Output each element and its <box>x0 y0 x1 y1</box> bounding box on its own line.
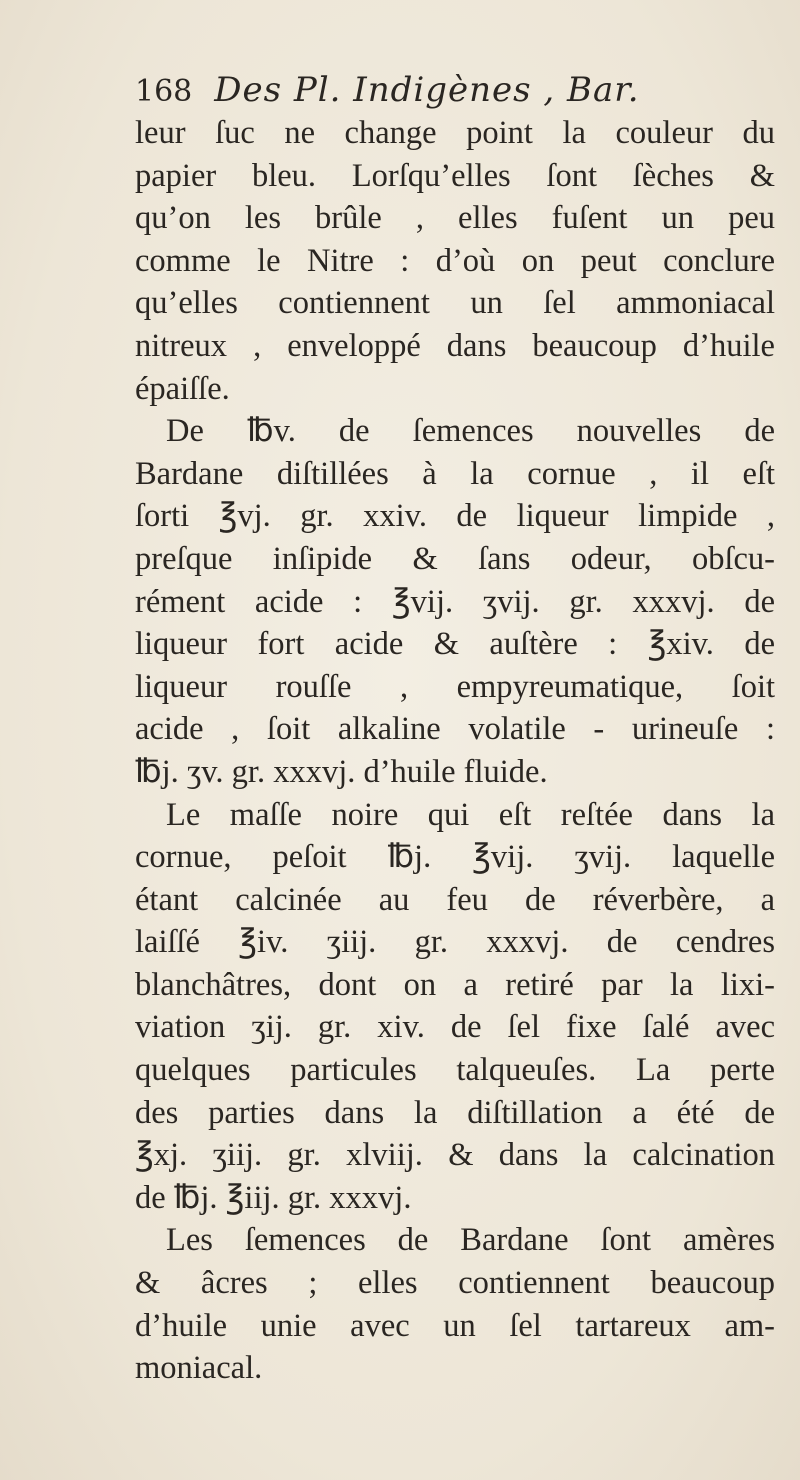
text-line: étant calcinée au feu de réverbère, a <box>135 881 775 918</box>
text-line: cornue, peſoit ℔j. ℥vij. ʒvij. laquelle <box>135 839 775 876</box>
text-line: preſque inſipide & ſans odeur, obſcu- <box>135 540 775 577</box>
text-line: moniacal. <box>135 1350 263 1387</box>
paragraph-first-line: Le maſſe noire qui eſt reſtée dans la <box>166 796 775 833</box>
text-line: ℥xj. ʒiij. gr. xlviij. & dans la calcination <box>135 1137 775 1174</box>
text-line: Bardane diſtillées à la cornue , il eſt <box>135 455 775 492</box>
text-line: rément acide : ℥vij. ʒvij. gr. xxxvj. de <box>135 583 775 620</box>
text-line: papier bleu. Lorſqu’elles ſont ſèches & <box>135 157 775 194</box>
text-line: laiſſé ℥iv. ʒiij. gr. xxxvj. de cendres <box>135 924 775 961</box>
paragraph-first-line: De ℔v. de ſemences nouvelles de <box>166 413 775 450</box>
text-line: liqueur fort acide & auſtère : ℥xiv. de <box>135 626 775 663</box>
text-line: blanchâtres, dont on a retiré par la lixi- <box>135 966 775 1003</box>
text-line: leur ſuc ne change point la couleur du <box>135 115 775 151</box>
text-line: comme le Nitre : d’où on peut conclure <box>135 242 775 279</box>
text-line: ℔j. ʒv. gr. xxxvj. d’huile fluide. <box>135 753 548 790</box>
text-line: qu’elles contiennent un ſel ammoniacal <box>135 285 775 322</box>
body-text <box>135 112 775 1390</box>
text-line: ſorti ℥vj. gr. xxiv. de liqueur limpide , <box>135 498 775 535</box>
text-line: des parties dans la diſtillation a été de <box>135 1094 775 1131</box>
page-header <box>135 68 775 112</box>
running-head: Des Pl. Indigènes , Bar. <box>214 70 640 110</box>
text-line: d’huile unie avec un ſel tartareux am- <box>135 1307 775 1344</box>
text-line: & âcres ; elles contiennent beaucoup <box>135 1265 775 1302</box>
text-line: quelques particules talqueuſes. La perte <box>135 1052 775 1089</box>
text-line: viation ʒij. gr. xiv. de ſel fixe ſalé avec <box>135 1009 775 1046</box>
text-line: qu’on les brûle , elles fuſent un peu <box>135 200 775 237</box>
text-line: nitreux , enveloppé dans beaucoup d’huile <box>135 327 775 364</box>
text-line: de ℔j. ℥iij. gr. xxxvj. <box>135 1179 412 1216</box>
text-line: acide , ſoit alkaline volatile - urineuſe : <box>135 711 775 748</box>
text-line: épaiſſe. <box>135 370 230 407</box>
text-line: liqueur rouſſe , empyreumatique, ſoit <box>135 668 775 705</box>
paragraph-first-line: Les ſemences de Bardane ſont amères <box>166 1222 775 1259</box>
page-number: 168 <box>135 74 193 109</box>
